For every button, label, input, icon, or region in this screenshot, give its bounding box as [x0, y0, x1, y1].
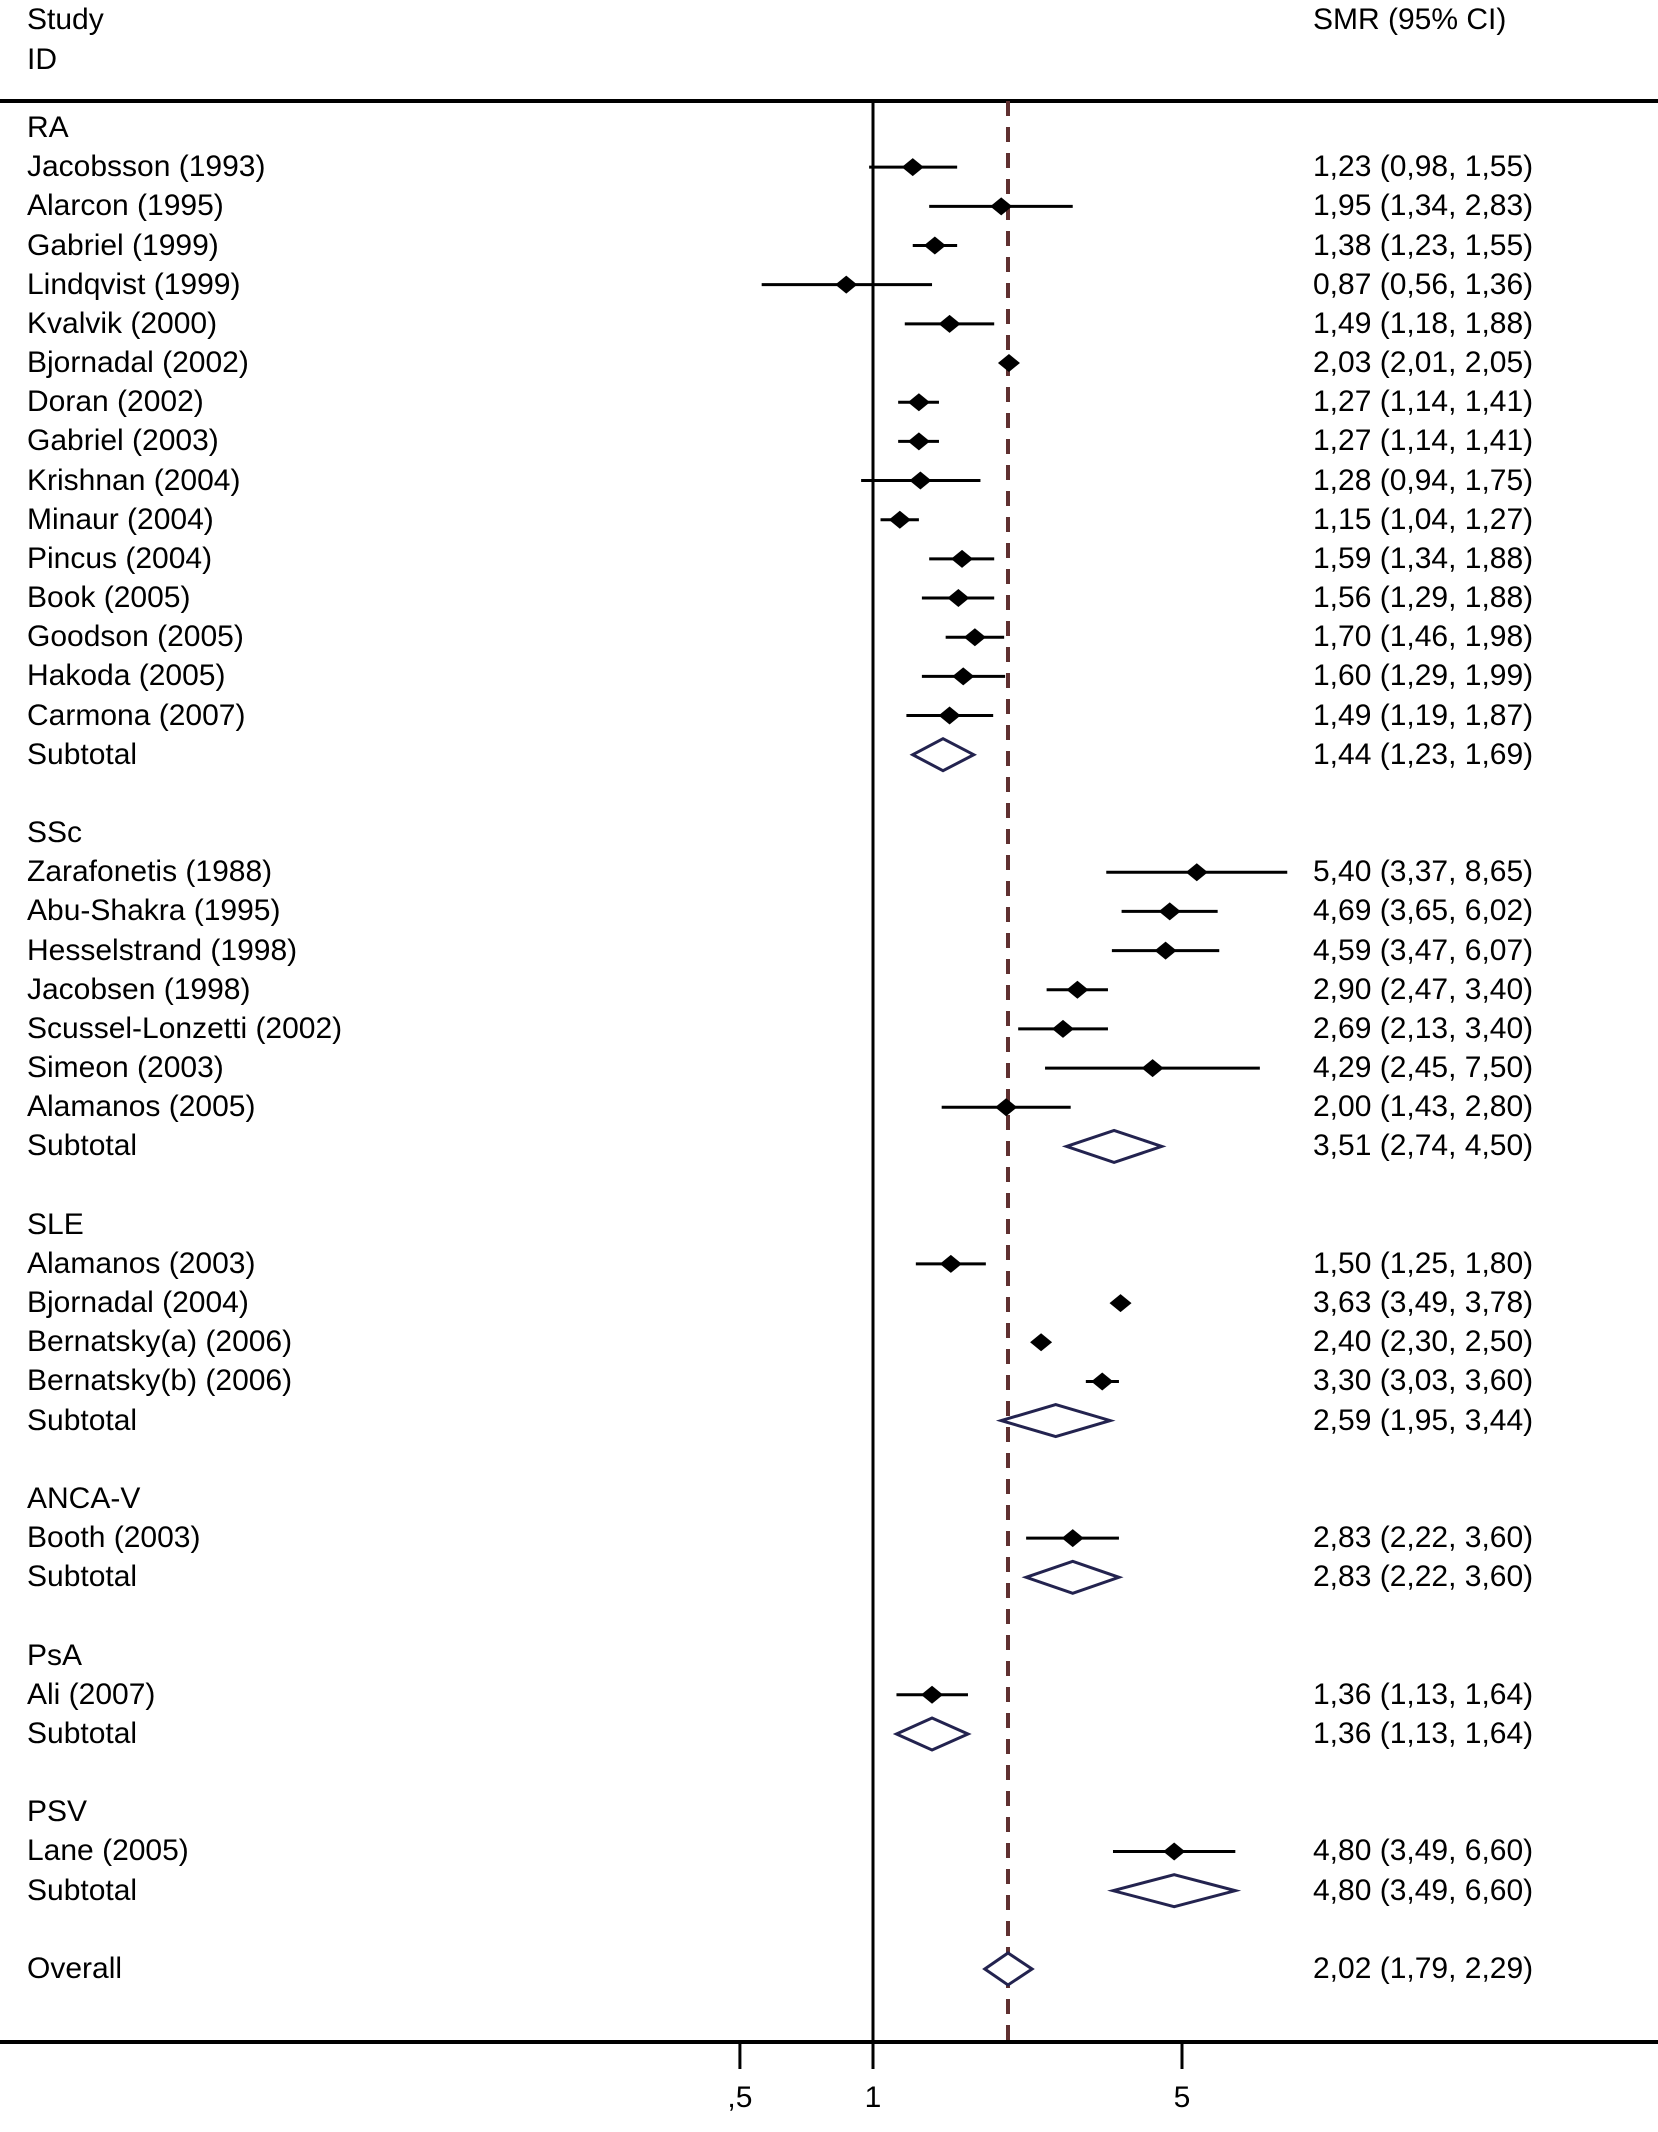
- study-label: Pincus (2004): [27, 541, 213, 575]
- smr-value: 1,59 (1,34, 1,88): [1313, 541, 1534, 575]
- group-label: RA: [27, 111, 69, 144]
- study-label: Abu-Shakra (1995): [27, 894, 281, 928]
- subtotal-label: Subtotal: [27, 1716, 138, 1750]
- study-marker: [902, 158, 924, 176]
- study-marker: [939, 707, 961, 725]
- smr-value: 4,80 (3,49, 6,60): [1313, 1873, 1534, 1907]
- smr-value: 1,70 (1,46, 1,98): [1313, 620, 1534, 654]
- subtotal-diamond: [1067, 1130, 1162, 1162]
- study-label: Alamanos (2005): [27, 1090, 256, 1124]
- smr-value: 0,87 (0,56, 1,36): [1313, 267, 1534, 301]
- smr-value: 1,15 (1,04, 1,27): [1313, 502, 1534, 536]
- subtotal-label: Subtotal: [27, 1873, 138, 1907]
- study-label: Bjornadal (2002): [27, 346, 249, 380]
- study-marker: [1155, 942, 1177, 960]
- study-marker: [964, 628, 986, 646]
- smr-value: 4,80 (3,49, 6,60): [1313, 1834, 1534, 1868]
- smr-value: 1,27 (1,14, 1,41): [1313, 424, 1534, 458]
- smr-value: 2,02 (1,79, 2,29): [1313, 1951, 1534, 1985]
- smr-value: 2,40 (2,30, 2,50): [1313, 1325, 1534, 1359]
- smr-value: 1,49 (1,19, 1,87): [1313, 698, 1534, 732]
- study-marker: [1066, 981, 1088, 999]
- study-label: Hesselstrand (1998): [27, 933, 298, 967]
- study-marker: [1030, 1333, 1052, 1351]
- study-label: Simeon (2003): [27, 1051, 224, 1085]
- smr-value: 3,51 (2,74, 4,50): [1313, 1129, 1534, 1163]
- smr-value: 2,03 (2,01, 2,05): [1313, 346, 1534, 380]
- group-label: PSV: [27, 1795, 88, 1829]
- study-label: Lane (2005): [27, 1834, 189, 1868]
- study-label: Ali (2007): [27, 1677, 156, 1711]
- study-marker: [921, 1686, 943, 1704]
- smr-value: 1,95 (1,34, 2,83): [1313, 189, 1534, 223]
- study-marker: [995, 1098, 1017, 1116]
- study-marker: [952, 667, 974, 685]
- subtotal-label: Subtotal: [27, 1560, 138, 1594]
- smr-value: 5,40 (3,37, 8,65): [1313, 855, 1534, 889]
- study-label: Kvalvik (2000): [27, 306, 218, 340]
- axis-tick-label: 1: [864, 2081, 882, 2114]
- subtotal-diamond: [913, 739, 974, 771]
- study-marker: [908, 432, 930, 450]
- subtotal-label: Subtotal: [27, 1129, 138, 1163]
- study-label: Bjornadal (2004): [27, 1286, 249, 1320]
- overall-diamond: [985, 1953, 1032, 1985]
- smr-value: 2,83 (2,22, 3,60): [1313, 1560, 1534, 1594]
- study-label: Krishnan (2004): [27, 463, 241, 497]
- smr-value: 1,50 (1,25, 1,80): [1313, 1246, 1534, 1280]
- smr-value: 2,69 (2,13, 3,40): [1313, 1011, 1534, 1045]
- study-marker: [1159, 902, 1181, 920]
- smr-value: 1,27 (1,14, 1,41): [1313, 385, 1534, 419]
- smr-value: 3,63 (3,49, 3,78): [1313, 1286, 1534, 1320]
- smr-value: 1,44 (1,23, 1,69): [1313, 737, 1534, 771]
- study-label: Gabriel (2003): [27, 424, 219, 458]
- smr-value: 2,90 (2,47, 3,40): [1313, 972, 1534, 1006]
- group-label: SLE: [27, 1207, 84, 1241]
- group-label: PsA: [27, 1638, 83, 1672]
- smr-value: 1,60 (1,29, 1,99): [1313, 659, 1534, 693]
- smr-value: 2,00 (1,43, 2,80): [1313, 1090, 1534, 1124]
- study-marker: [909, 472, 931, 490]
- study-marker: [939, 315, 961, 333]
- study-marker: [889, 511, 911, 529]
- study-label: Gabriel (1999): [27, 228, 219, 262]
- study-label: Alarcon (1995): [27, 189, 224, 223]
- study-marker: [1186, 863, 1208, 881]
- study-label: Bernatsky(a) (2006): [27, 1325, 293, 1359]
- overall-label: Overall: [27, 1951, 123, 1985]
- smr-value: 4,29 (2,45, 7,50): [1313, 1051, 1534, 1085]
- study-marker: [1052, 1020, 1074, 1038]
- study-marker: [1062, 1529, 1084, 1547]
- smr-value: 1,49 (1,18, 1,88): [1313, 306, 1534, 340]
- study-marker: [924, 237, 946, 255]
- smr-value: 1,56 (1,29, 1,88): [1313, 581, 1534, 615]
- study-label: Minaur (2004): [27, 502, 214, 536]
- study-label: Goodson (2005): [27, 620, 244, 654]
- study-marker: [1110, 1294, 1132, 1312]
- study-marker: [940, 1255, 962, 1273]
- study-label: Jacobsson (1993): [27, 150, 266, 184]
- study-label: Jacobsen (1998): [27, 972, 251, 1006]
- smr-value: 2,83 (2,22, 3,60): [1313, 1521, 1534, 1555]
- study-label: Doran (2002): [27, 385, 204, 419]
- group-label: SSc: [27, 816, 83, 850]
- smr-value: 4,69 (3,65, 6,02): [1313, 894, 1534, 928]
- smr-value: 3,30 (3,03, 3,60): [1313, 1364, 1534, 1398]
- study-label: Zarafonetis (1988): [27, 855, 273, 889]
- subtotal-diamond: [1113, 1875, 1235, 1907]
- study-label: Booth (2003): [27, 1521, 201, 1555]
- study-label: Carmona (2007): [27, 698, 246, 732]
- subtotal-diamond: [896, 1718, 968, 1750]
- study-marker: [1142, 1059, 1164, 1077]
- smr-value: 4,59 (3,47, 6,07): [1313, 933, 1534, 967]
- smr-value: 1,23 (0,98, 1,55): [1313, 150, 1534, 184]
- smr-value: 2,59 (1,95, 3,44): [1313, 1403, 1534, 1437]
- study-marker: [908, 393, 930, 411]
- column-header-smr: SMR (95% CI): [1313, 3, 1507, 36]
- study-marker: [1163, 1842, 1185, 1860]
- column-header-id: ID: [27, 43, 57, 76]
- subtotal-label: Subtotal: [27, 1403, 138, 1437]
- study-marker: [947, 589, 969, 607]
- study-label: Lindqvist (1999): [27, 267, 241, 301]
- subtotal-diamond: [1026, 1561, 1119, 1593]
- study-label: Hakoda (2005): [27, 659, 226, 693]
- smr-value: 1,36 (1,13, 1,64): [1313, 1677, 1534, 1711]
- smr-value: 1,36 (1,13, 1,64): [1313, 1716, 1534, 1750]
- study-marker: [835, 276, 857, 294]
- group-label: ANCA-V: [27, 1481, 141, 1515]
- study-label: Book (2005): [27, 581, 191, 615]
- subtotal-diamond: [1001, 1405, 1110, 1437]
- subtotal-label: Subtotal: [27, 737, 138, 771]
- study-marker: [998, 354, 1020, 372]
- smr-value: 1,28 (0,94, 1,75): [1313, 463, 1534, 497]
- column-header-study: Study: [27, 3, 104, 36]
- study-marker: [1091, 1372, 1113, 1390]
- study-label: Bernatsky(b) (2006): [27, 1364, 293, 1398]
- axis-tick-label: 5: [1173, 2081, 1191, 2114]
- axis-tick-label: ,5: [727, 2081, 753, 2114]
- study-label: Alamanos (2003): [27, 1246, 256, 1280]
- smr-value: 1,38 (1,23, 1,55): [1313, 228, 1534, 262]
- study-label: Scussel-Lonzetti (2002): [27, 1011, 343, 1045]
- study-marker: [951, 550, 973, 568]
